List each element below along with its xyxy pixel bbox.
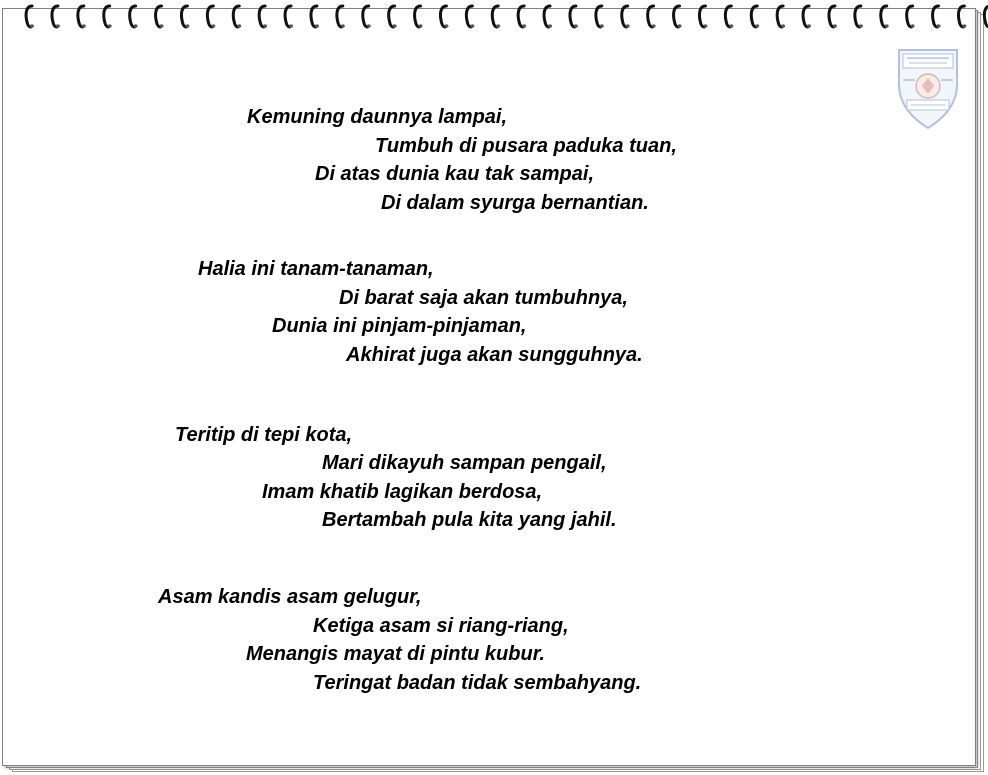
poem-line: Dunia ini pinjam-pinjaman, — [272, 315, 527, 337]
poem-line: Halia ini tanam-tanaman, — [198, 258, 434, 280]
poem-line: Bertambah pula kita yang jahil. — [322, 509, 617, 531]
poem-line: Di dalam syurga bernantian. — [381, 192, 649, 214]
poem-line: Di barat saja akan tumbuhnya, — [339, 287, 628, 309]
poem-line: Di atas dunia kau tak sampai, — [315, 163, 594, 185]
poem-line: Tumbuh di pusara paduka tuan, — [375, 135, 677, 157]
poem-line: Mari dikayuh sampan pengail, — [322, 452, 607, 474]
poem-line: Menangis mayat di pintu kubur. — [246, 643, 545, 665]
poem-line: Asam kandis asam gelugur, — [158, 586, 422, 608]
poem-line: Akhirat juga akan sungguhnya. — [346, 344, 643, 366]
poem-line: Teritip di tepi kota, — [175, 424, 353, 446]
poem-line: Ketiga asam si riang-riang, — [313, 615, 569, 637]
poem-line: Kemuning daunnya lampai, — [247, 106, 508, 128]
poem-line: Imam khatib lagikan berdosa, — [262, 481, 543, 503]
poem-line: Teringat badan tidak sembahyang. — [313, 672, 642, 694]
